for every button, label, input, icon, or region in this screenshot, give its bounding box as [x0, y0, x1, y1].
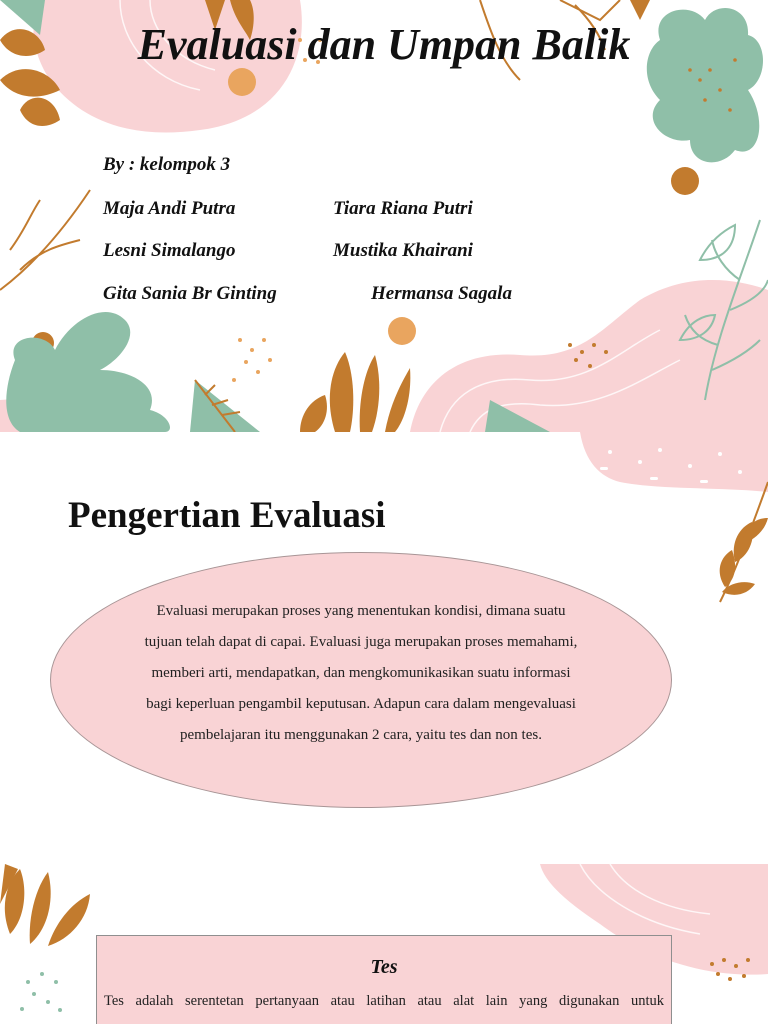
member-name: Lesni Simalango — [103, 240, 236, 261]
member-name: Mustika Khairani — [333, 240, 473, 261]
box-heading: Tes — [370, 956, 398, 978]
presentation-title: Evaluasi dan Umpan Balik — [137, 20, 631, 69]
by-line: By : kelompok 3 — [103, 154, 231, 175]
member-name: Maja Andi Putra — [103, 198, 236, 219]
member-name: Gita Sania Br Ginting — [103, 283, 277, 304]
box-text: Tes adalah serentetan pertanyaan atau latihan atau alat lain yang digunakan untuk — [104, 993, 664, 1009]
member-name: Hermansa Sagala — [371, 283, 512, 304]
definition-text: Evaluasi merupakan proses yang menentukan kondisi, dimana suatu tujuan telah dapat di capai. Evaluasi juga merupakan proses memahami, memberi arti, mendapatkan, dan mengkomunikasikan suatu informasi bagi keperluan pengambil keputusan. Adapun cara dalam mengevaluasi pembelajaran itu menggunakan 2 cara, yaitu tes dan non tes. — [144, 603, 578, 743]
member-name: Tiara Riana Putri — [333, 198, 473, 219]
title-slide — [0, 0, 768, 432]
test-slide — [0, 864, 768, 1024]
section-heading: Pengertian Evaluasi — [68, 495, 386, 536]
definition-slide — [0, 432, 768, 864]
